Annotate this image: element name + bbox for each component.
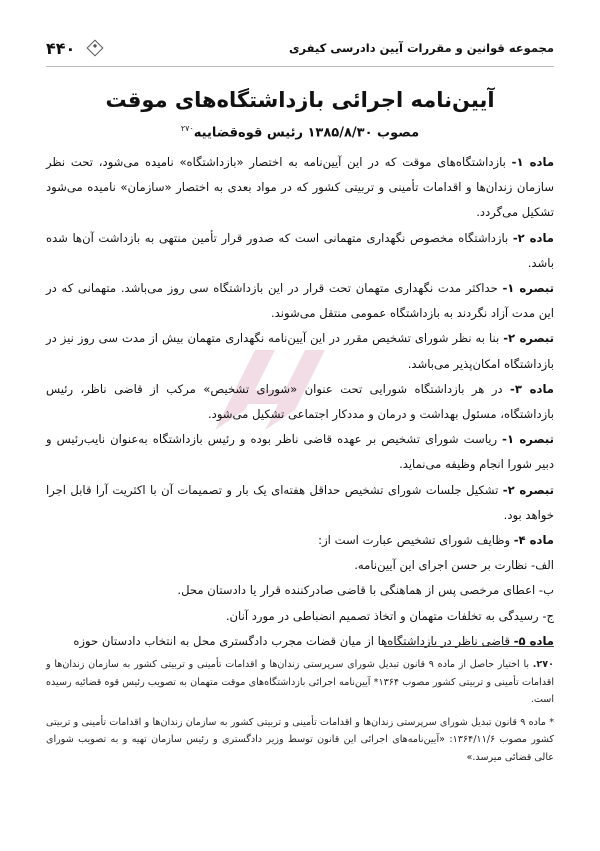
document-body — [46, 150, 554, 654]
note-label: تبصره ۲- — [503, 331, 555, 346]
list-item-text: ب- اعطای مرخصی پس از هماهنگی با قاضی صادرکننده قرار یا دادستان محل. — [177, 583, 554, 598]
list-item-text: الف- نظارت بر حسن اجرای این آیین‌نامه. — [354, 558, 554, 573]
note-text: حداکثر مدت نگهداری متهمان تحت قرار در این بازداشتگاه سی روز می‌باشد. متهمانی که در این مدت آزاد نگردند به بازداشتگاه عمومی منتقل می‌شوند. — [46, 281, 554, 321]
note-label: تبصره ۱- — [502, 432, 554, 447]
article-label: ماده ۲- — [512, 230, 554, 245]
footnote-number: ۲۷۰. — [532, 659, 554, 670]
note-text: ریاست شورای تشخیص بر عهده قاضی ناظر بوده و رئیس بازداشتگاه به‌عنوان نایب‌رئیس و دبیر شورا انجام وظیفه می‌نماید. — [46, 432, 554, 472]
footnotes-section — [46, 656, 554, 771]
article-paragraph — [46, 226, 554, 276]
article-paragraph — [46, 150, 554, 226]
article-text: قاضی ناظر در بازداشتگاه‌ها از میان قضات مجرب دادگستری محل به انتخاب دادستان حوزه — [73, 633, 514, 648]
note-label: تبصره ۲- — [502, 482, 554, 497]
footnote-text: * ماده ۹ قانون تبدیل شورای سرپرستی زندان‌ها و اقدامات تأمینی و تربیتی کشور به سازمان زندان‌ها و اقدامات تأمینی و تربیتی کشور مصوب ۱۳۶۴/۱۱/۶: «آیین‌نامه‌های اجرائی این قانون توسط وزیر دادگستری و رئیس سازمان تهیه و به تصویب شورای عالی قضائی میرسد.» — [46, 716, 554, 763]
article-paragraph — [46, 528, 554, 553]
article-text: بازداشتگاه‌های موقت که در این آیین‌نامه به اختصار «بازداشتگاه» نامیده می‌شود، تحت نظر سازمان زندان‌ها و اقدامات تأمینی و تربیتی کشور که در مواد بعدی به اختصار «سازمان» نامیده می‌شود تشکیل می‌گردد. — [46, 155, 554, 220]
note-paragraph — [46, 478, 554, 528]
article-label: ماده ۵- — [513, 633, 554, 648]
note-label: تبصره ۱- — [502, 281, 554, 296]
article-label: ماده ۱- — [511, 155, 555, 169]
footnote — [46, 656, 554, 709]
page-header — [46, 36, 554, 60]
article-label: ماده ۴- — [513, 533, 554, 548]
article-paragraph — [46, 629, 554, 654]
footnote — [46, 714, 554, 767]
note-paragraph — [46, 326, 554, 376]
list-item — [46, 578, 554, 603]
document-title: آیین‌نامه اجرائی بازداشتگاه‌های موقت — [105, 88, 495, 112]
approval-line: مصوب ۱۳۸۵/۸/۳۰ رئیس قوه‌قضاییه — [193, 125, 420, 141]
footnote-divider — [384, 646, 554, 647]
note-text: بنا به نظر شورای تشخیص مقرر در این آیین‌نامه نگهداری متهمان بیش از مدت سی روز نیز در بازداشتگاه امکان‌پذیر می‌باشد. — [46, 331, 554, 371]
book-title: مجموعه قوانین و مقررات آیین دادرسی کیفری — [288, 41, 554, 55]
footnote-reference: ۲۷۰ — [180, 124, 194, 133]
page-number: ۴۴۰ — [46, 38, 76, 58]
footnote-text: با اختیار حاصل از ماده ۹ قانون تبدیل شورای سرپرستی زندان‌ها و اقدامات تأمینی و تربیتی کشور به سازمان زندان‌ها و اقدامات تأمینی و تربیتی کشور مصوب ۱۳۶۴* آیین‌نامه اجرائی بازداشتگاه‌های موقت متهمان به تصویب رئیس قوه قضائیه رسیده است. — [46, 659, 554, 705]
article-text: وظایف شورای تشخیص عبارت است از: — [318, 533, 514, 548]
header-left-group — [46, 39, 101, 58]
note-paragraph — [46, 427, 554, 477]
article-paragraph — [46, 377, 554, 427]
article-text: در هر بازداشتگاه شورایی تحت عنوان «شورای تشخیص» مرکب از قاضی ناظر، رئیس بازداشتگاه، مسئول بهداشت و درمان و مددکار اجتماعی تشکیل می‌شود. — [46, 381, 554, 422]
list-item — [46, 553, 554, 578]
note-paragraph — [46, 276, 554, 326]
note-text: تشکیل جلسات شورای تشخیص حداقل هفته‌ای یک بار و تصمیمات آن با اکثریت آرا قابل اجرا خواهد بود. — [46, 482, 554, 522]
document-subtitle — [46, 124, 554, 140]
header-divider — [46, 66, 554, 67]
list-item — [46, 604, 554, 629]
article-text: بازداشتگاه مخصوص نگهداری متهمانی است که صدور قرار تأمین منتهی به بازداشت آن‌ها شده باشد. — [46, 230, 554, 270]
list-item-text: ج- رسیدگی به تخلفات متهمان و اتخاذ تصمیم انضباطی در مورد آنان. — [225, 608, 554, 623]
diamond-ornament-icon — [87, 40, 104, 57]
article-label: ماده ۳- — [510, 381, 554, 396]
